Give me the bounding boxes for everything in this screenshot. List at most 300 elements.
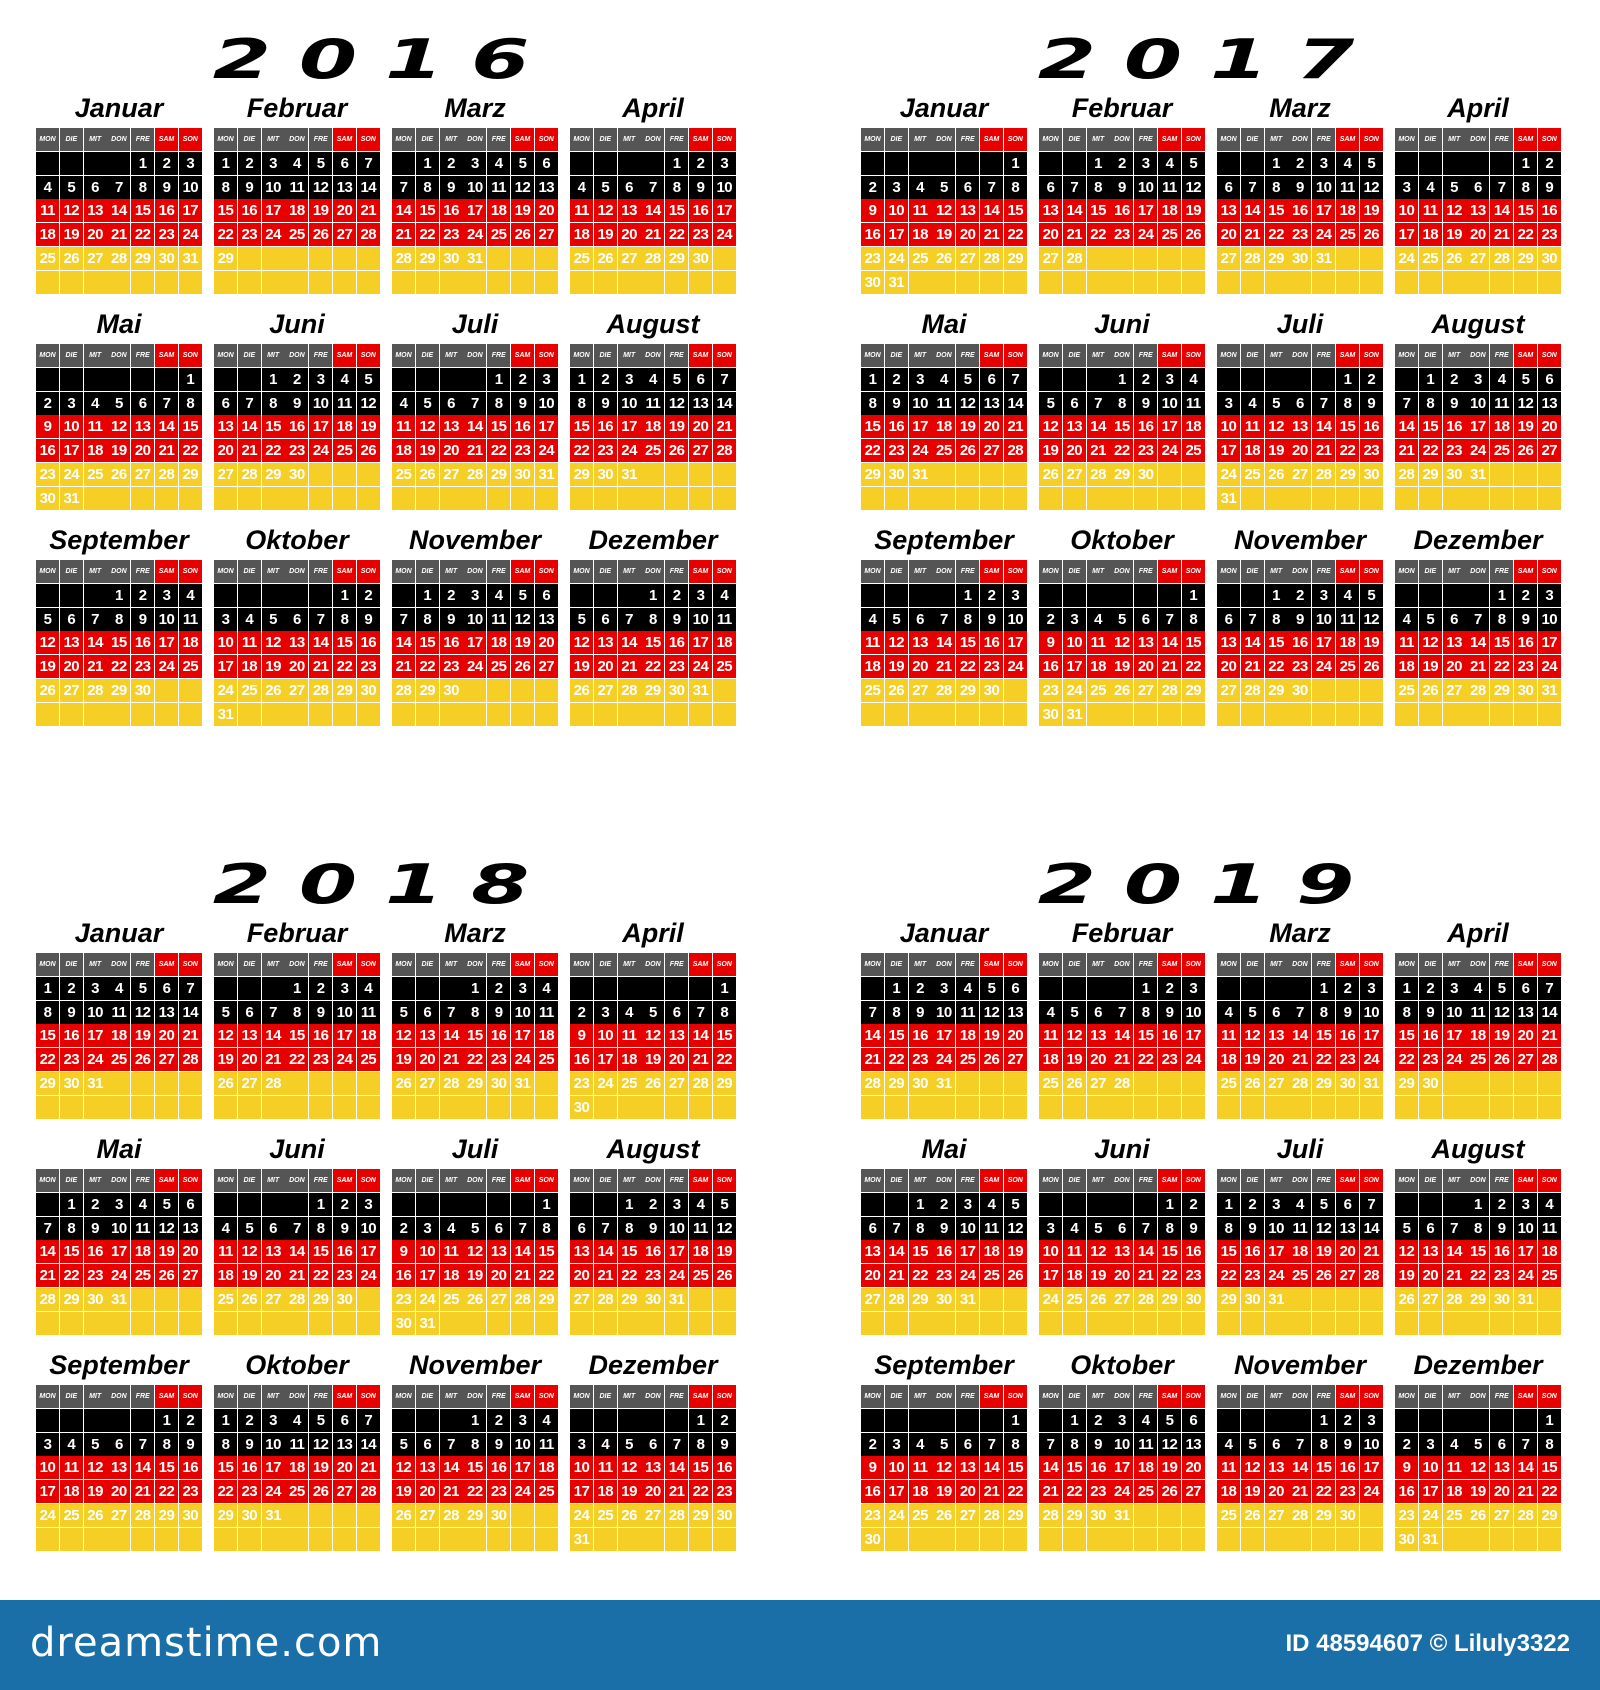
day-cell: 7 [1395,392,1418,415]
day-cell: 22 [214,223,237,246]
weekday-header: DIE [1241,1169,1264,1192]
empty-cell [909,1312,932,1335]
day-cell: 22 [285,1048,308,1071]
day-cell: 29 [60,1288,83,1311]
day-cell: 29 [861,463,884,486]
day-cell: 10 [618,392,641,415]
day-cell: 24 [1265,1264,1288,1287]
day-cell: 16 [1395,1480,1418,1503]
empty-cell [1419,1409,1442,1432]
weekday-header: SON [1004,1169,1027,1192]
day-cell: 15 [909,1240,932,1263]
day-cell: 14 [1110,1024,1133,1047]
day-cell: 25 [956,1048,979,1071]
weekday-header: MON [570,1169,593,1192]
day-cell: 24 [1395,247,1418,270]
day-cell: 13 [1134,631,1157,654]
empty-cell [956,463,979,486]
empty-cell [861,1193,884,1216]
empty-cell [107,271,130,294]
day-cell: 12 [1312,1217,1335,1240]
empty-cell [570,1409,593,1432]
day-cell: 31 [535,463,558,486]
day-cell: 12 [1419,631,1442,654]
day-cell: 11 [1217,1456,1240,1479]
empty-cell [1087,584,1110,607]
day-cell: 24 [60,463,83,486]
day-cell: 27 [107,1504,130,1527]
day-cell: 7 [885,1217,908,1240]
day-cell: 23 [1419,1048,1442,1071]
day-cell: 17 [909,415,932,438]
empty-cell [932,1528,955,1551]
day-cell: 16 [440,631,463,654]
day-cell: 25 [1443,1504,1466,1527]
empty-cell [1288,977,1311,1000]
day-cell: 16 [861,1480,884,1503]
day-cell: 26 [392,1504,415,1527]
day-cell: 6 [1004,977,1027,1000]
day-cell: 1 [416,584,439,607]
day-cell: 8 [1217,1217,1240,1240]
day-cell: 5 [1312,1193,1335,1216]
weekday-header: FRE [131,344,154,367]
day-cell: 4 [1134,1409,1157,1432]
day-cell: 6 [1419,1217,1442,1240]
weekday-header: MON [36,344,59,367]
day-cell: 2 [1182,1193,1205,1216]
day-cell: 27 [1039,247,1062,270]
weekday-header: DON [932,1169,955,1192]
day-cell: 20 [107,1480,130,1503]
weekday-header: DON [1288,1169,1311,1192]
day-cell: 2 [1039,608,1062,631]
weekday-header: FRE [131,953,154,976]
weekday-header: FRE [309,953,332,976]
day-cell: 1 [285,977,308,1000]
day-cell: 31 [932,1072,955,1095]
month-name: Oktober [1070,1350,1174,1380]
empty-cell [689,1528,712,1551]
day-cell: 28 [1312,463,1335,486]
day-cell: 3 [1158,368,1181,391]
weekday-header: MIT [84,1169,107,1192]
empty-cell [1217,584,1240,607]
empty-cell [1265,368,1288,391]
year-title: 2016 [212,28,558,91]
day-cell: 21 [392,223,415,246]
day-cell: 13 [333,176,356,199]
empty-cell [84,368,107,391]
day-cell: 2 [1336,1409,1359,1432]
day-cell: 6 [956,176,979,199]
day-cell: 16 [487,1456,510,1479]
weekday-header: SON [1182,1385,1205,1408]
day-cell: 16 [570,1048,593,1071]
day-cell: 19 [932,223,955,246]
day-cell: 6 [1217,176,1240,199]
day-cell: 20 [1288,439,1311,462]
day-cell: 24 [416,1288,439,1311]
day-cell: 8 [1514,176,1537,199]
day-cell: 7 [594,1217,617,1240]
weekday-header: MON [1217,953,1240,976]
day-cell: 14 [440,1456,463,1479]
day-cell: 30 [440,247,463,270]
empty-cell [618,1096,641,1119]
empty-cell [1419,271,1442,294]
day-cell: 25 [1466,1048,1489,1071]
day-cell: 18 [1490,415,1513,438]
day-cell: 1 [333,584,356,607]
day-cell: 11 [131,1217,154,1240]
empty-cell [1039,584,1062,607]
day-cell: 9 [1288,176,1311,199]
day-cell: 28 [1490,247,1513,270]
day-cell: 9 [357,608,380,631]
day-cell: 11 [1490,392,1513,415]
day-cell: 3 [535,368,558,391]
day-cell: 17 [618,415,641,438]
day-cell: 20 [214,439,237,462]
empty-cell [262,977,285,1000]
empty-cell [285,247,308,270]
empty-cell [357,1288,380,1311]
empty-cell [1182,1504,1205,1527]
day-cell: 5 [885,608,908,631]
empty-cell [535,1072,558,1095]
day-cell: 7 [131,1433,154,1456]
day-cell: 17 [262,199,285,222]
day-cell: 29 [1312,1072,1335,1095]
weekday-header: DIE [1241,128,1264,151]
empty-cell [1490,463,1513,486]
year-calendar-2018 [30,855,740,1585]
day-cell: 10 [309,392,332,415]
weekday-header: DON [1110,128,1133,151]
day-cell: 18 [618,1048,641,1071]
empty-cell [1134,247,1157,270]
empty-cell [392,1409,415,1432]
day-cell: 18 [713,631,736,654]
day-cell: 21 [713,415,736,438]
empty-cell [511,487,534,510]
day-cell: 18 [1241,439,1264,462]
empty-cell [1241,271,1264,294]
empty-cell [1395,1409,1418,1432]
day-cell: 9 [487,1001,510,1024]
weekday-header: MIT [1265,344,1288,367]
empty-cell [641,1528,664,1551]
empty-cell [392,1096,415,1119]
empty-cell [1182,247,1205,270]
month-grid [214,1385,380,1551]
day-cell: 4 [535,977,558,1000]
day-cell: 26 [1514,439,1537,462]
weekday-header: MON [392,128,415,151]
day-cell: 21 [511,1264,534,1287]
empty-cell [1312,368,1335,391]
day-cell: 3 [511,977,534,1000]
empty-cell [1538,1096,1561,1119]
day-cell: 1 [416,152,439,175]
day-cell: 8 [885,1001,908,1024]
empty-cell [1241,977,1264,1000]
day-cell: 19 [357,415,380,438]
empty-cell [155,1072,178,1095]
day-cell: 24 [155,655,178,678]
day-cell: 4 [1490,368,1513,391]
empty-cell [1039,1312,1062,1335]
day-cell: 26 [357,439,380,462]
weekday-header: FRE [487,953,510,976]
empty-cell [1063,271,1086,294]
day-cell: 7 [1158,608,1181,631]
day-cell: 4 [535,1409,558,1432]
month-grid [570,953,736,1119]
weekday-header: SAM [155,344,178,367]
day-cell: 3 [618,368,641,391]
weekday-header: MIT [909,953,932,976]
month-name: April [1447,93,1509,123]
day-cell: 17 [885,223,908,246]
weekday-header: MON [1217,128,1240,151]
empty-cell [84,152,107,175]
day-cell: 25 [570,247,593,270]
empty-cell [1514,1409,1537,1432]
day-cell: 8 [641,608,664,631]
weekday-header: SON [179,128,202,151]
day-cell: 17 [885,1480,908,1503]
empty-cell [618,977,641,1000]
day-cell: 28 [285,1288,308,1311]
empty-cell [1360,487,1383,510]
day-cell: 4 [1158,152,1181,175]
day-cell: 22 [463,1048,486,1071]
empty-cell [416,703,439,726]
day-cell: 5 [641,1001,664,1024]
day-cell: 15 [1087,199,1110,222]
day-cell: 2 [1419,977,1442,1000]
day-cell: 16 [1182,1240,1205,1263]
weekday-header: SAM [1514,1169,1537,1192]
day-cell: 23 [1288,223,1311,246]
month-grid [36,560,202,726]
day-cell: 6 [1265,1433,1288,1456]
month-grid [36,1385,202,1551]
day-cell: 11 [641,392,664,415]
weekday-header: SON [1004,1385,1027,1408]
day-cell: 12 [262,631,285,654]
day-cell: 6 [416,1001,439,1024]
day-cell: 11 [1039,1024,1062,1047]
day-cell: 18 [1039,1048,1062,1071]
day-cell: 19 [463,1264,486,1287]
day-cell: 23 [861,1504,884,1527]
empty-cell [1004,1096,1027,1119]
day-cell: 2 [1087,1409,1110,1432]
month-name: August [606,309,700,339]
weekday-header: MON [1395,128,1418,151]
weekday-header: MIT [618,953,641,976]
empty-cell [1087,703,1110,726]
empty-cell [570,703,593,726]
weekday-header: MON [1395,344,1418,367]
empty-cell [1312,487,1335,510]
day-cell: 7 [357,1409,380,1432]
empty-cell [1087,271,1110,294]
day-cell: 1 [1217,1193,1240,1216]
day-cell: 11 [440,1240,463,1263]
weekday-header: SAM [333,953,356,976]
day-cell: 15 [155,1456,178,1479]
day-cell: 5 [511,584,534,607]
day-cell: 20 [333,199,356,222]
day-cell: 15 [713,1024,736,1047]
month-grid [1395,560,1561,726]
empty-cell [1217,152,1240,175]
weekday-header: FRE [1312,344,1335,367]
empty-cell [861,977,884,1000]
weekday-header: DON [285,1385,308,1408]
weekday-header: MON [36,128,59,151]
empty-cell [1538,703,1561,726]
day-cell: 22 [1466,1264,1489,1287]
day-cell: 8 [416,176,439,199]
empty-cell [1443,487,1466,510]
day-cell: 2 [333,1193,356,1216]
day-cell: 20 [1217,223,1240,246]
empty-cell [487,1528,510,1551]
day-cell: 8 [1134,1001,1157,1024]
day-cell: 24 [333,1048,356,1071]
day-cell: 26 [511,655,534,678]
day-cell: 25 [1490,439,1513,462]
empty-cell [1419,1193,1442,1216]
day-cell: 24 [1063,679,1086,702]
weekday-header: SON [1360,1169,1383,1192]
day-cell: 10 [262,176,285,199]
day-cell: 23 [392,1288,415,1311]
day-cell: 12 [1039,415,1062,438]
weekday-header: MIT [1087,344,1110,367]
day-cell: 10 [1110,1433,1133,1456]
day-cell: 21 [463,439,486,462]
day-cell: 17 [1158,415,1181,438]
day-cell: 16 [511,415,534,438]
day-cell: 9 [1336,1001,1359,1024]
day-cell: 10 [36,1456,59,1479]
day-cell: 31 [1538,679,1561,702]
day-cell: 4 [1443,1433,1466,1456]
day-cell: 11 [36,199,59,222]
weekday-header: MIT [440,128,463,151]
weekday-header: DIE [594,1385,617,1408]
day-cell: 2 [1538,152,1561,175]
day-cell: 30 [1087,1504,1110,1527]
empty-cell [440,1409,463,1432]
day-cell: 18 [1336,199,1359,222]
empty-cell [155,1096,178,1119]
day-cell: 4 [1241,392,1264,415]
day-cell: 5 [511,152,534,175]
empty-cell [594,1312,617,1335]
day-cell: 17 [1039,1264,1062,1287]
day-cell: 26 [713,1264,736,1287]
day-cell: 7 [932,608,955,631]
day-cell: 3 [262,1409,285,1432]
day-cell: 5 [309,1409,332,1432]
empty-cell [1265,487,1288,510]
day-cell: 16 [285,415,308,438]
weekday-header: FRE [487,128,510,151]
weekday-header: SON [179,1169,202,1192]
day-cell: 26 [84,1504,107,1527]
day-cell: 11 [713,608,736,631]
day-cell: 13 [1538,392,1561,415]
day-cell: 18 [333,415,356,438]
day-cell: 22 [179,439,202,462]
day-cell: 29 [1419,463,1442,486]
weekday-header: DIE [60,560,83,583]
weekday-header: FRE [309,1385,332,1408]
empty-cell [487,247,510,270]
day-cell: 14 [1538,1001,1561,1024]
day-cell: 30 [713,1504,736,1527]
day-cell: 12 [932,1456,955,1479]
weekday-header: DIE [1419,1169,1442,1192]
weekday-header: SON [1360,344,1383,367]
day-cell: 17 [665,1240,688,1263]
day-cell: 29 [713,1072,736,1095]
month-grid [1217,1169,1383,1335]
weekday-header: SAM [333,128,356,151]
day-cell: 14 [1063,199,1086,222]
weekday-header: FRE [131,128,154,151]
weekday-header: DIE [1419,344,1442,367]
day-cell: 11 [535,1433,558,1456]
weekday-header: DON [1110,1385,1133,1408]
empty-cell [956,487,979,510]
empty-cell [1490,487,1513,510]
empty-cell [1134,1193,1157,1216]
day-cell: 8 [214,176,237,199]
empty-cell [1288,1312,1311,1335]
day-cell: 24 [535,439,558,462]
day-cell: 21 [36,1264,59,1287]
day-cell: 23 [594,439,617,462]
weekday-header: SAM [1158,128,1181,151]
day-cell: 8 [1490,608,1513,631]
weekday-header: FRE [1134,560,1157,583]
empty-cell [535,1528,558,1551]
empty-cell [618,1312,641,1335]
day-cell: 18 [238,655,261,678]
day-cell: 6 [535,584,558,607]
day-cell: 15 [861,415,884,438]
empty-cell [1336,247,1359,270]
empty-cell [1336,271,1359,294]
day-cell: 1 [179,368,202,391]
day-cell: 3 [1443,977,1466,1000]
weekday-header: DIE [416,1169,439,1192]
empty-cell [1538,1072,1561,1095]
day-cell: 16 [309,1024,332,1047]
day-cell: 16 [641,1240,664,1263]
empty-cell [1360,703,1383,726]
month-name: Dezember [588,1350,718,1380]
day-cell: 20 [487,1264,510,1287]
